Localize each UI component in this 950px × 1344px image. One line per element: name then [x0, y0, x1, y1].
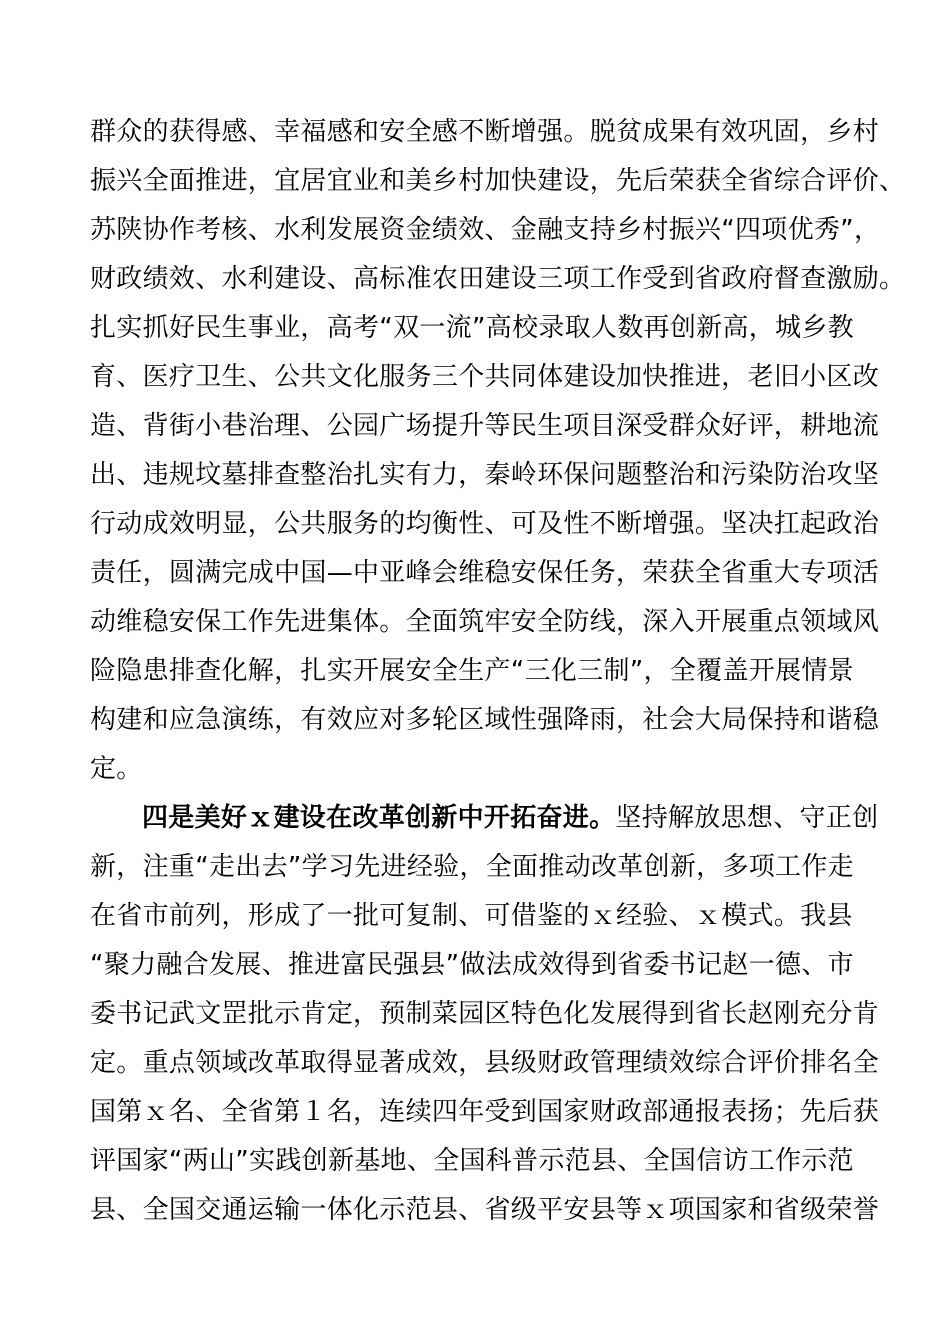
- text-line: 责任，圆满完成中国—中亚峰会维稳安保任务，荣获全省重大专项活: [90, 558, 880, 588]
- text-line: 群众的获得感、幸福感和安全感不断增强。脱贫成果有效巩固，乡村: [90, 117, 880, 147]
- document-body: [90, 108, 906, 1235]
- text-line: 在省市前列，形成了一批可复制、可借鉴的ｘ经验、ｘ模式。我县: [90, 901, 853, 931]
- text-line: 定。重点领域改革取得显著成效，县级财政管理绩效综合评价排名全: [90, 1048, 880, 1078]
- text-line: 评国家“两山”实践创新基地、全国科普示范县、全国信访工作示范: [90, 1146, 854, 1176]
- text-line: 动维稳安保工作先进集体。全面筑牢安全防线，深入开展重点领域风: [90, 607, 880, 637]
- paragraph-first-line: [90, 794, 879, 843]
- text-line: 定。: [90, 754, 143, 784]
- text-line: 县、全国交通运输一体化示范县、省级平安县等ｘ项国家和省级荣誉: [90, 1195, 880, 1225]
- text-line: 国第ｘ名、全省第１名，连续四年受到国家财政部通报表扬；先后获: [90, 1097, 880, 1127]
- text-line: 苏陕协作考核、水利发展资金绩效、金融支持乡村振兴“四项优秀”，: [90, 215, 881, 245]
- text-line: 行动成效明显，公共服务的均衡性、可及性不断增强。坚决扛起政治: [90, 509, 880, 539]
- paragraph-heading: 四是美好ｘ建设在改革创新中开拓奋进。: [142, 803, 616, 833]
- text-line: 构建和应急演练，有效应对多轮区域性强降雨，社会大局保持和谐稳: [90, 705, 880, 735]
- text-line: “聚力融合发展、推进富民强县”做法成效得到省委书记赵一德、市: [90, 950, 854, 980]
- text-line: 险隐患排查化解，扎实开展安全生产“三化三制”，全覆盖开展情景: [90, 656, 854, 686]
- text-line: 出、违规坟墓排查整治扎实有力，秦岭环保问题整治和污染防治攻坚: [90, 460, 880, 490]
- text-line: 新，注重“走出去”学习先进经验，全面推动改革创新，多项工作走: [90, 852, 854, 882]
- text-line: 振兴全面推进，宜居宜业和美乡村加快建设，先后荣获全省综合评价、: [90, 166, 906, 196]
- text-line: 造、背街小巷治理、公园广场提升等民生项目深受群众好评，耕地流: [90, 411, 880, 441]
- paragraph-first-line-text: 坚持解放思想、守正创: [615, 803, 879, 833]
- text-line: 育、医疗卫生、公共文化服务三个共同体建设加快推进，老旧小区改: [90, 362, 880, 392]
- text-line: 扎实抓好民生事业，高考“双一流”高校录取人数再创新高，城乡教: [90, 313, 854, 343]
- text-line: 财政绩效、水利建设、高标准农田建设三项工作受到省政府督查激励。: [90, 264, 906, 294]
- text-line: 委书记武文罡批示肯定，预制菜园区特色化发展得到省长赵刚充分肯: [90, 999, 880, 1029]
